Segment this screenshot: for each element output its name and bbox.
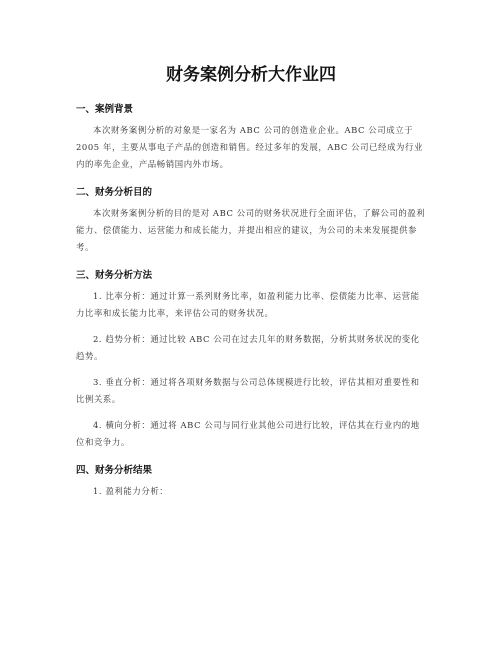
paragraph-results-profitability: 1. 盈利能力分析： <box>93 486 169 496</box>
paragraph-background: 本次财务案例分析的对象是一家名为 ABC 公司的创造业企业。ABC 公司成立于 2005 年，主要从事电子产品的创造和销售。经过多年的发展，ABC 公司已经成为行业内的率先企业，产品畅销国内外市场。 <box>76 125 423 169</box>
paragraph-method-vertical: 3. 垂直分析：通过将各项财务数据与公司总体规模进行比较，评估其相对重要性和比例关系。 <box>76 377 420 404</box>
paragraph-method-horizontal: 4. 横向分析：通过将 ABC 公司与同行业其他公司进行比较，评估其在行业内的地位和竞争力。 <box>76 420 420 447</box>
paragraph-method-trend: 2. 趋势分析：通过比较 ABC 公司在过去几年的财务数据，分析其财务状况的变化趋势。 <box>76 334 420 361</box>
section-heading-methods: 三、财务分析方法 <box>76 270 153 281</box>
section-heading-purpose: 二、财务分析目的 <box>76 187 153 198</box>
section-heading-background: 一、案例背景 <box>76 104 134 115</box>
section-heading-results: 四、财务分析结果 <box>76 465 153 476</box>
paragraph-method-ratio: 1. 比率分析：通过计算一系列财务比率，如盈利能力比率、偿债能力比率、运营能力比率和成长能力比率，来评估公司的财务状况。 <box>76 291 420 318</box>
document-body <box>76 100 428 500</box>
paragraph-purpose: 本次财务案例分析的目的是对 ABC 公司的财务状况进行全面评估，了解公司的盈利能力、偿债能力、运营能力和成长能力，并提出相应的建议，为公司的未来发展提供参考。 <box>76 208 426 252</box>
document-title: 财务案例分析大作业四 <box>166 65 336 85</box>
